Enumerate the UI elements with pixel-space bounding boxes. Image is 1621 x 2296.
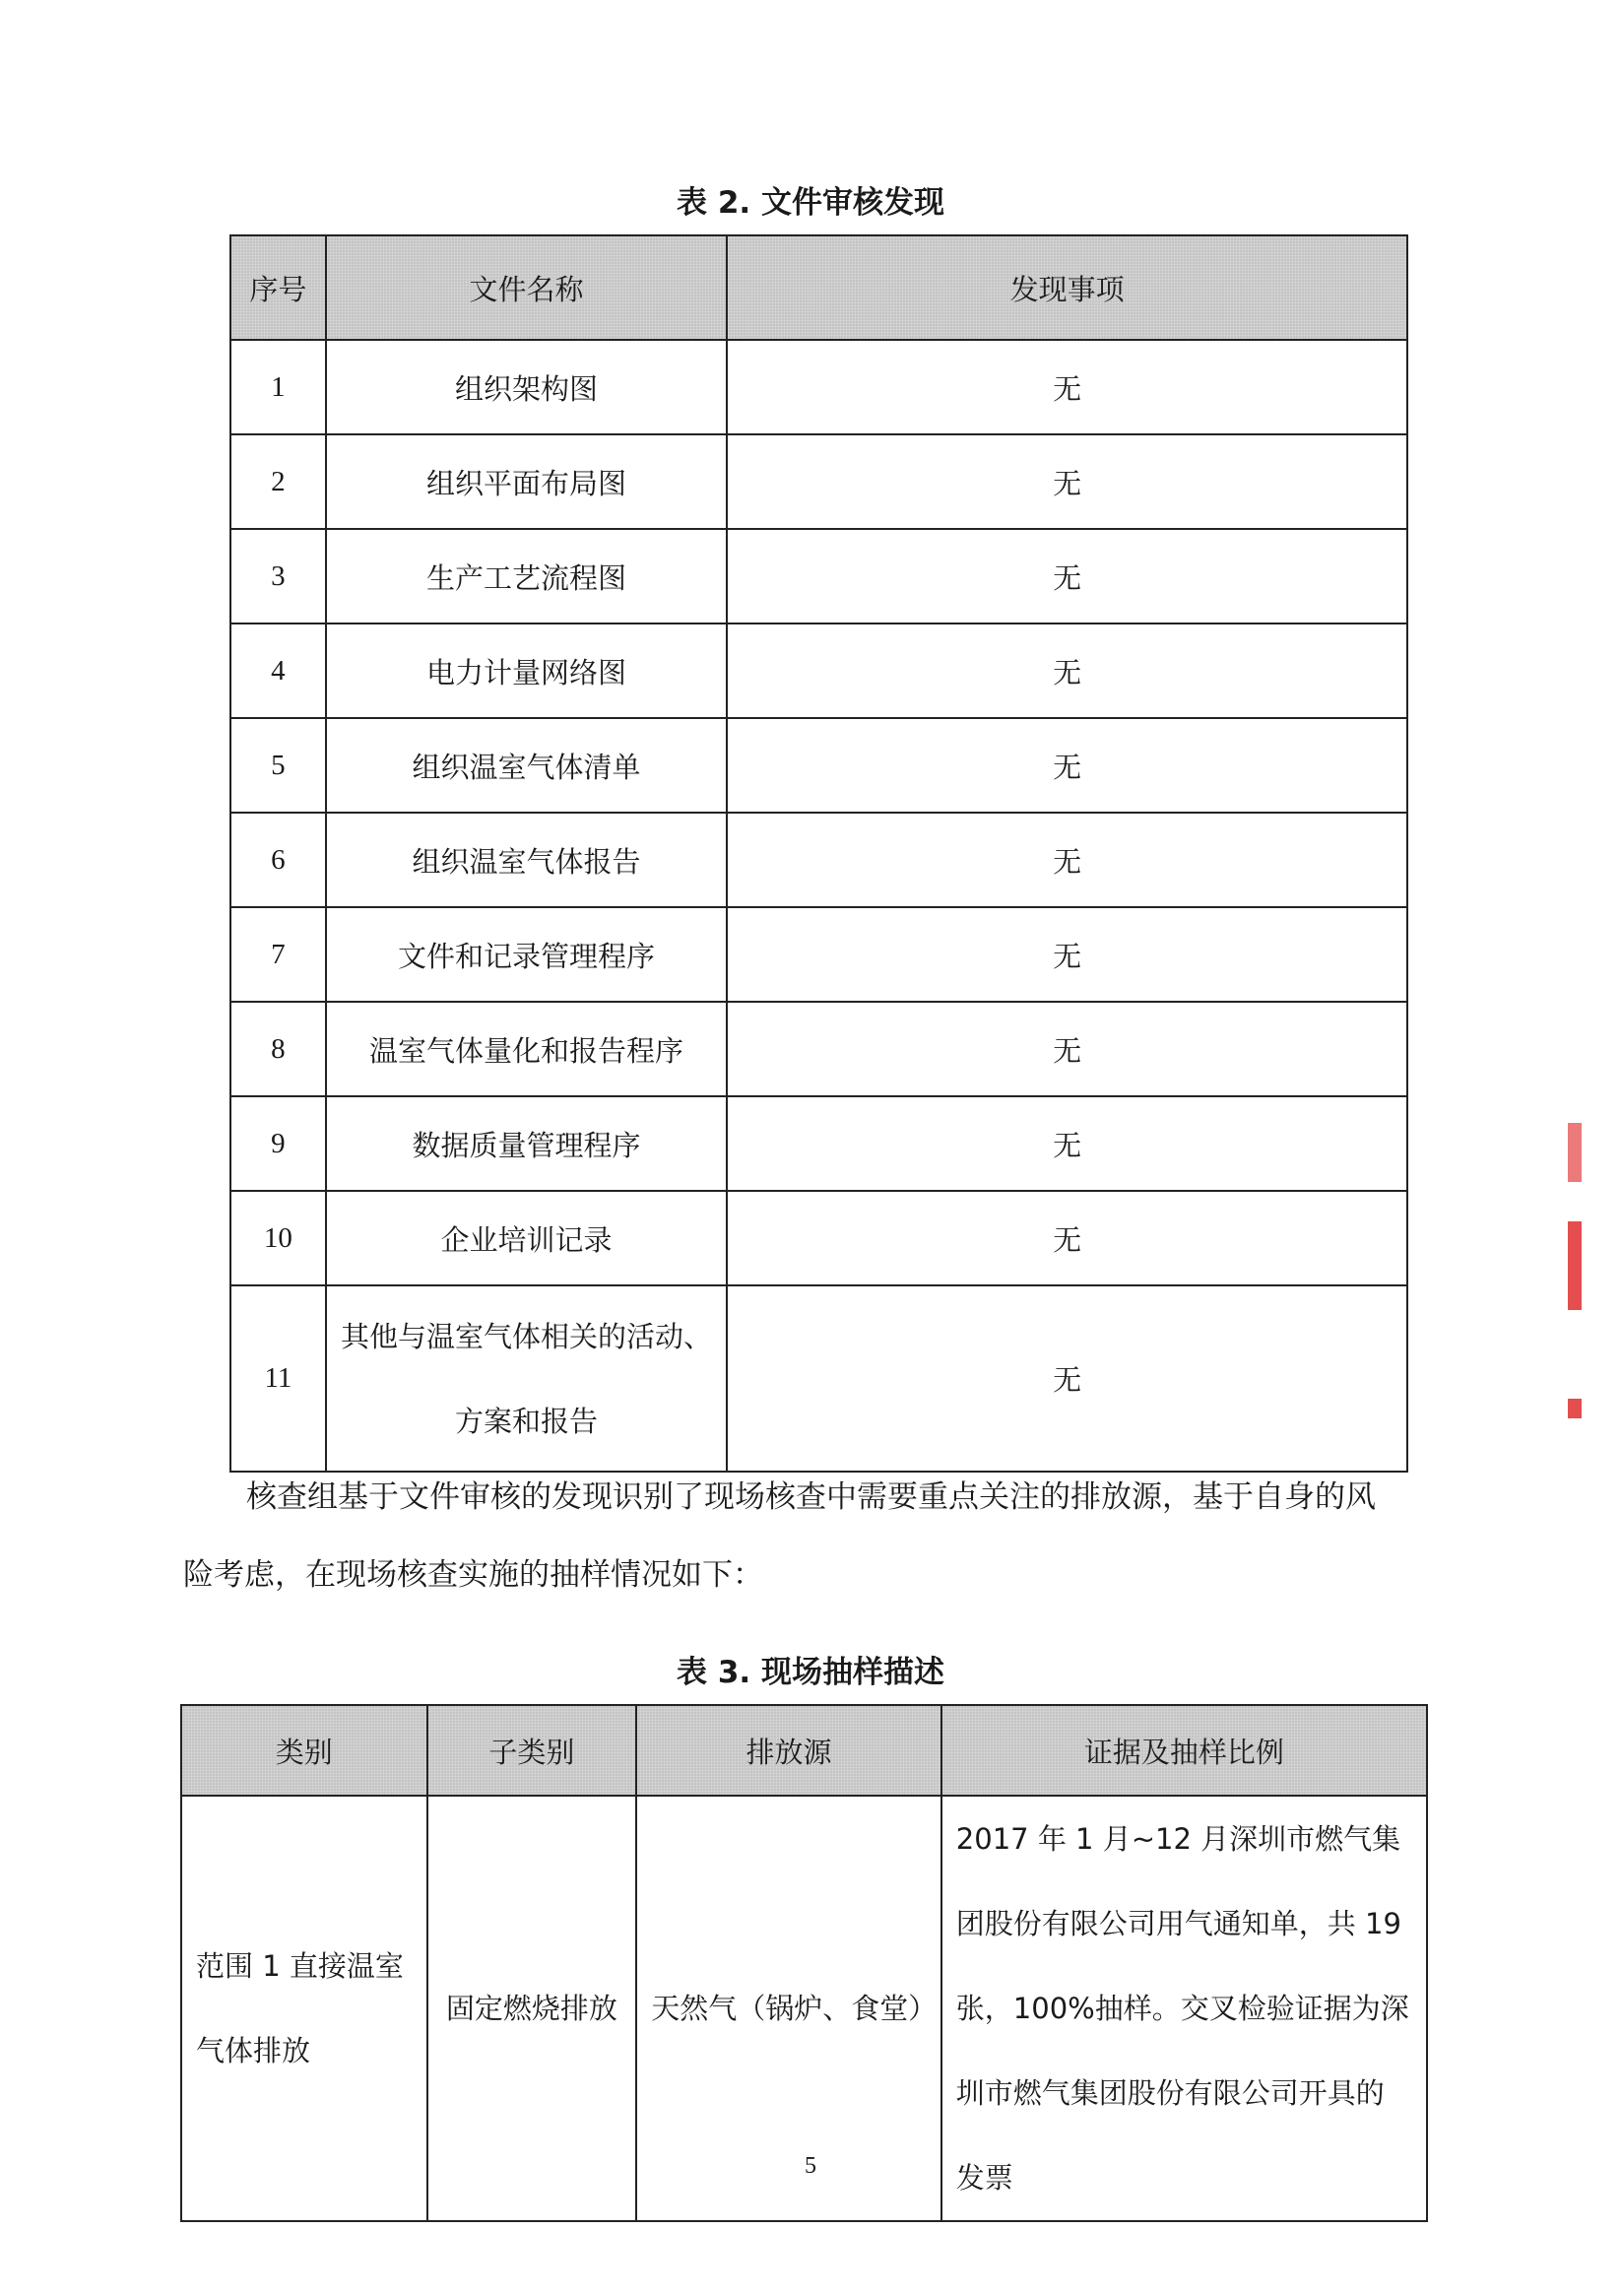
header-evidence: 证据及抽样比例 xyxy=(941,1705,1427,1796)
cell-finding: 无 xyxy=(727,623,1407,718)
cell-no: 2 xyxy=(230,434,326,529)
page-number: 5 xyxy=(805,2153,816,2179)
cell-finding: 无 xyxy=(727,1096,1407,1191)
table-row xyxy=(230,1191,1407,1285)
cell-file-name: 生产工艺流程图 xyxy=(326,529,727,623)
table-row xyxy=(230,1285,1407,1472)
document-review-table xyxy=(229,234,1408,1473)
table-row xyxy=(230,434,1407,529)
cell-evidence: 2017 年 1 月~12 月深圳市燃气集团股份有限公司用气通知单，共 19 张，100%抽样。交叉检验证据为深圳市燃气集团股份有限公司开具的发票 xyxy=(941,1796,1427,2221)
cell-no: 6 xyxy=(230,813,326,907)
header-source: 排放源 xyxy=(636,1705,941,1796)
paragraph-line-2: 险考虑，在现场核查实施的抽样情况如下： xyxy=(183,1557,763,1593)
cell-no: 10 xyxy=(230,1191,326,1285)
cell-finding: 无 xyxy=(727,340,1407,434)
cell-finding: 无 xyxy=(727,813,1407,907)
header-finding: 发现事项 xyxy=(727,235,1407,340)
cell-no: 4 xyxy=(230,623,326,718)
header-category: 类别 xyxy=(181,1705,427,1796)
paragraph-line-1: 核查组基于文件审核的发现识别了现场核查中需要重点关注的排放源，基于自身的风 xyxy=(246,1479,1376,1515)
cell-file-name: 企业培训记录 xyxy=(326,1191,727,1285)
cell-no: 8 xyxy=(230,1002,326,1096)
cell-file-name: 组织温室气体报告 xyxy=(326,813,727,907)
cell-no: 11 xyxy=(230,1285,326,1472)
table-row xyxy=(230,1096,1407,1191)
header-no: 序号 xyxy=(230,235,326,340)
table-row xyxy=(230,623,1407,718)
cell-finding: 无 xyxy=(727,1002,1407,1096)
cell-file-name: 组织架构图 xyxy=(326,340,727,434)
cell-finding: 无 xyxy=(727,529,1407,623)
cell-finding: 无 xyxy=(727,1285,1407,1472)
table-header-row xyxy=(181,1705,1427,1796)
cell-no: 5 xyxy=(230,718,326,813)
table-row xyxy=(230,907,1407,1002)
table3-caption: 表 3. 现场抽样描述 xyxy=(677,1655,944,1690)
cell-file-name: 组织温室气体清单 xyxy=(326,718,727,813)
cell-file-name: 数据质量管理程序 xyxy=(326,1096,727,1191)
cell-no: 7 xyxy=(230,907,326,1002)
table-header-row xyxy=(230,235,1407,340)
cell-finding: 无 xyxy=(727,907,1407,1002)
table-row xyxy=(230,718,1407,813)
cell-category: 范围 1 直接温室气体排放 xyxy=(181,1796,427,2221)
cell-finding: 无 xyxy=(727,434,1407,529)
sampling-table xyxy=(180,1704,1428,2222)
cell-no: 1 xyxy=(230,340,326,434)
table-row xyxy=(230,1002,1407,1096)
cell-finding: 无 xyxy=(727,718,1407,813)
seal-edge-mark xyxy=(1568,1399,1582,1418)
cell-source: 天然气（锅炉、食堂） xyxy=(636,1796,941,2221)
cell-finding: 无 xyxy=(727,1191,1407,1285)
cell-subcategory: 固定燃烧排放 xyxy=(427,1796,637,2221)
table-row xyxy=(230,813,1407,907)
seal-edge-mark xyxy=(1568,1123,1582,1182)
table2-caption: 表 2. 文件审核发现 xyxy=(677,185,944,221)
cell-file-name: 温室气体量化和报告程序 xyxy=(326,1002,727,1096)
table-row xyxy=(230,529,1407,623)
cell-no: 9 xyxy=(230,1096,326,1191)
header-subcategory: 子类别 xyxy=(427,1705,637,1796)
cell-file-name: 组织平面布局图 xyxy=(326,434,727,529)
cell-file-name: 其他与温室气体相关的活动、方案和报告 xyxy=(326,1285,727,1472)
cell-file-name: 电力计量网络图 xyxy=(326,623,727,718)
cell-no: 3 xyxy=(230,529,326,623)
table-row xyxy=(230,340,1407,434)
seal-edge-mark xyxy=(1568,1221,1582,1310)
cell-file-name: 文件和记录管理程序 xyxy=(326,907,727,1002)
header-file-name: 文件名称 xyxy=(326,235,727,340)
